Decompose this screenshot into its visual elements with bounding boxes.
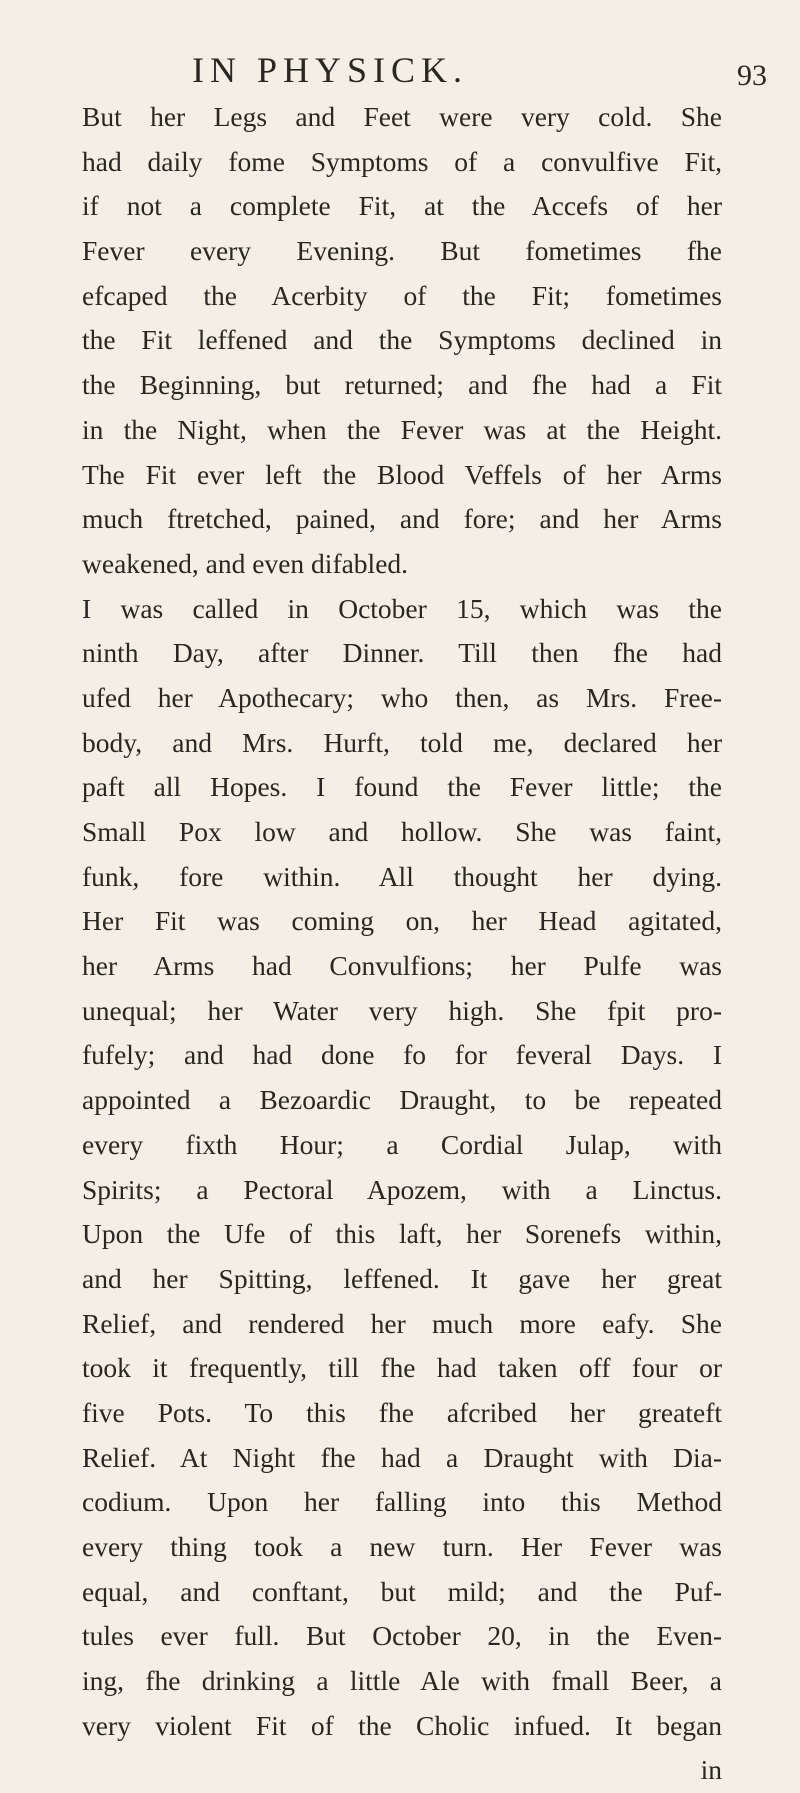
text-line: body, and Mrs. Hurft, told me, declared her <box>82 726 722 758</box>
text-line: appointed a Bezoardic Draught, to be repeated <box>82 1084 722 1116</box>
text-line: paft all Hopes. I found the Fever little; the <box>82 771 722 803</box>
text-line: Spirits; a Pectoral Apozem, with a Linctus. <box>82 1173 722 1205</box>
text-line: the Beginning, but returned; and fhe had a Fit <box>82 369 722 401</box>
text-line: had daily fome Symptoms of a convulfive Fit, <box>82 145 722 177</box>
running-head: IN PHYSICK. <box>192 50 469 90</box>
text-line: Relief, and rendered her much more eafy. She <box>82 1307 722 1339</box>
text-line: Relief. At Night fhe had a Draught with Dia- <box>82 1441 722 1473</box>
body-text <box>82 95 722 1793</box>
text-line: much ftretched, pained, and fore; and her Arms <box>82 503 722 535</box>
text-line: Fever every Evening. But fometimes fhe <box>82 235 722 267</box>
text-line: Upon the Ufe of this laft, her Sorenefs within, <box>82 1218 722 1250</box>
text-line: funk, fore within. All thought her dying. <box>82 860 722 892</box>
text-line: her Arms had Convulfions; her Pulfe was <box>82 950 722 982</box>
text-line: efcaped the Acerbity of the Fit; fometimes <box>82 279 722 311</box>
text-line: The Fit ever left the Blood Veffels of her Arms <box>82 458 722 490</box>
text-line: ing, fhe drinking a little Ale with fmall Beer, a <box>82 1665 722 1697</box>
text-line: ufed her Apothecary; who then, as Mrs. Free- <box>82 681 722 713</box>
text-line: weakened, and even difabled. <box>82 547 409 579</box>
text-line: took it frequently, till fhe had taken off four or <box>82 1352 722 1384</box>
text-line: fufely; and had done fo for feveral Days. I <box>82 1039 722 1071</box>
text-line: five Pots. To this fhe afcribed her greateft <box>82 1396 722 1428</box>
page-number: 93 <box>737 59 767 92</box>
text-line: tules ever full. But October 20, in the Even- <box>82 1620 722 1652</box>
text-line: the Fit leffened and the Symptoms declined in <box>82 324 722 356</box>
text-line: in the Night, when the Fever was at the Height. <box>82 413 722 445</box>
text-line: very violent Fit of the Cholic infued. It began <box>82 1709 722 1741</box>
page-header <box>82 48 767 92</box>
text-line: if not a complete Fit, at the Accefs of her <box>82 190 722 222</box>
text-line: I was called in October 15, which was the <box>82 592 722 624</box>
text-line: Small Pox low and hollow. She was faint, <box>82 816 722 847</box>
text-line: every fixth Hour; a Cordial Julap, with <box>82 1128 722 1160</box>
text-line: unequal; her Water very high. She fpit pro- <box>82 994 722 1026</box>
text-line: every thing took a new turn. Her Fever was <box>82 1531 722 1562</box>
text-line: codium. Upon her falling into this Method <box>82 1486 722 1518</box>
text-line: But her Legs and Feet were very cold. She <box>82 101 722 132</box>
text-line: and her Spitting, leffened. It gave her great <box>82 1262 722 1294</box>
catchword: in <box>700 1754 722 1786</box>
text-line: Her Fit was coming on, her Head agitated, <box>82 905 722 937</box>
text-line: equal, and conftant, but mild; and the Puf- <box>82 1575 722 1607</box>
text-line: ninth Day, after Dinner. Till then fhe had <box>82 637 722 669</box>
